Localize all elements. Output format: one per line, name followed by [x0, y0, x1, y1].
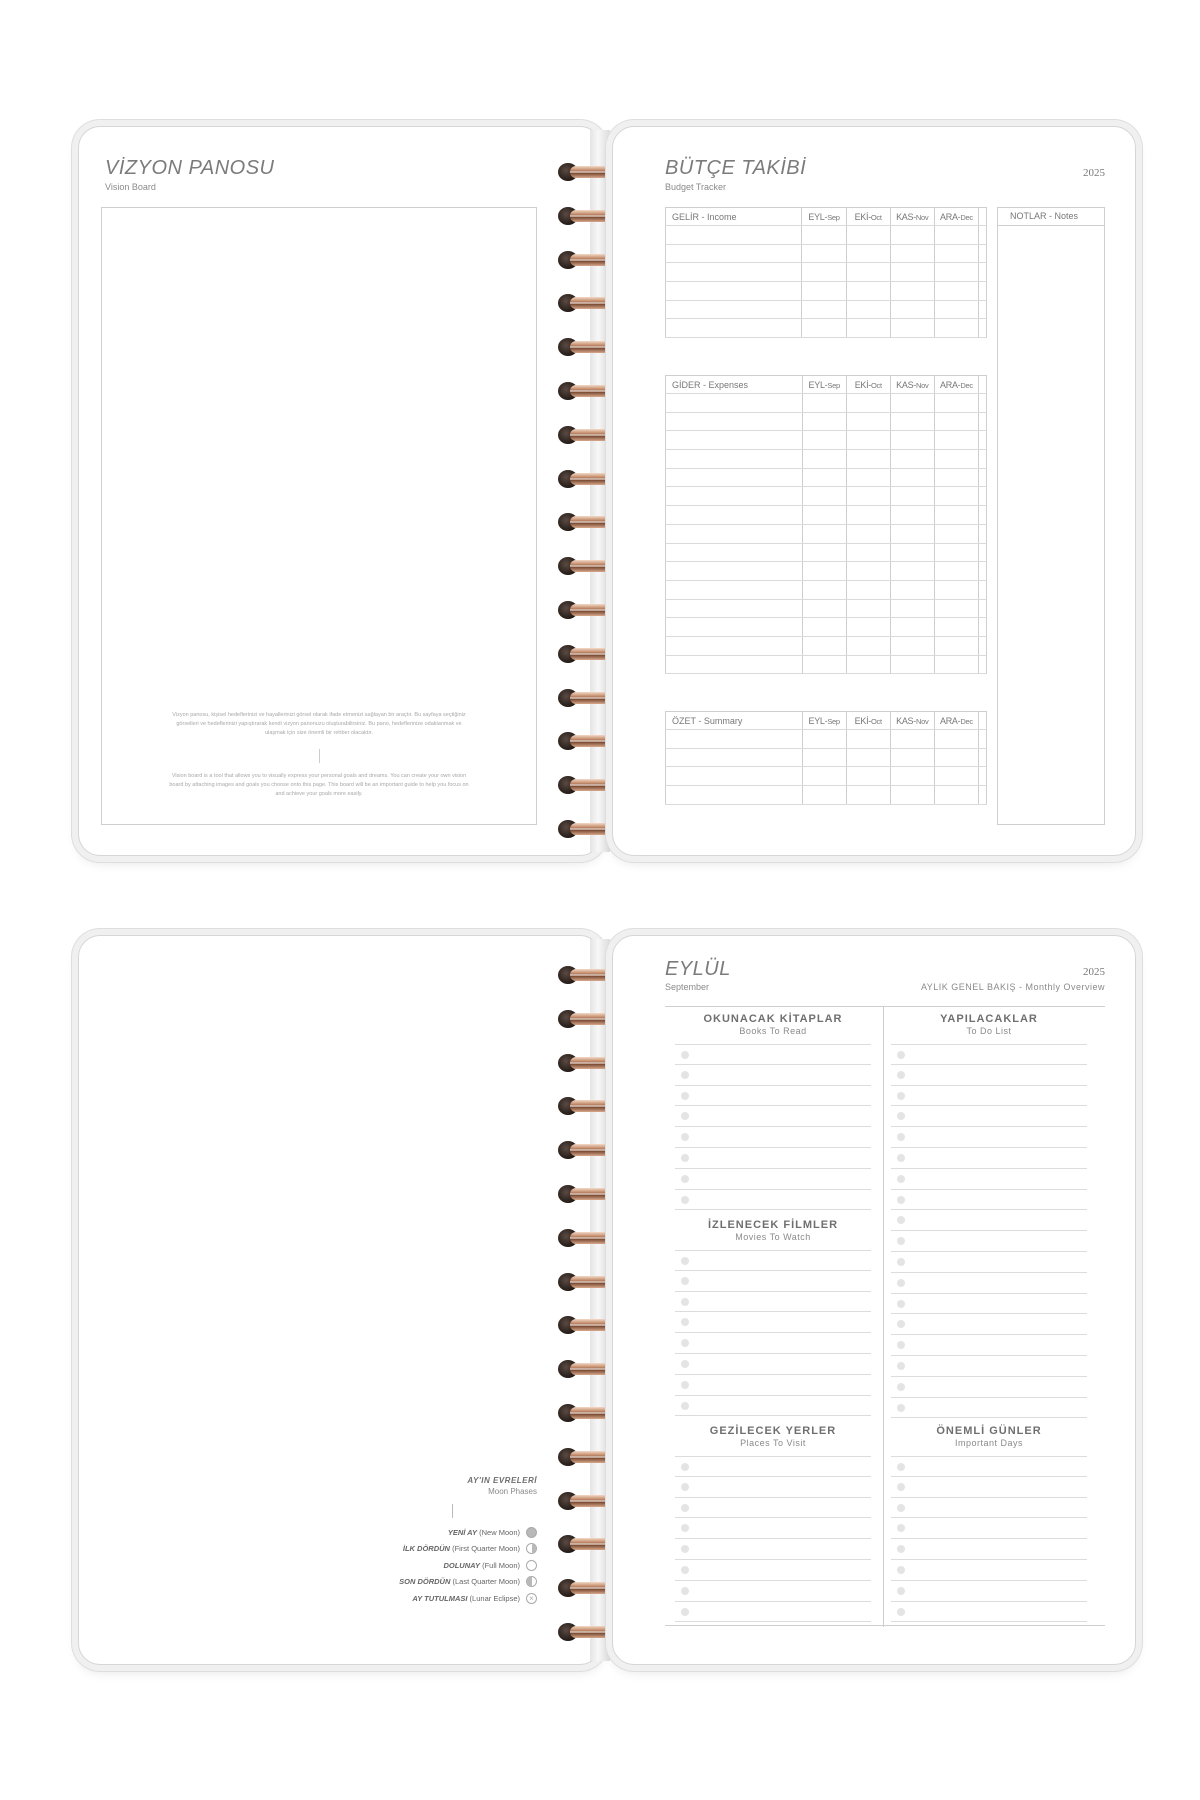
overview-grid: [665, 1006, 1105, 1626]
table-row[interactable]: [666, 562, 987, 581]
moon-header: [467, 1476, 537, 1496]
bullet-dot-icon: [897, 1524, 905, 1532]
list-item[interactable]: [891, 1335, 1087, 1356]
list-item[interactable]: [675, 1312, 871, 1333]
last-quarter-icon: [526, 1576, 537, 1587]
list-item[interactable]: [675, 1456, 871, 1477]
bullet-dot-icon: [897, 1320, 905, 1328]
bullet-dot-icon: [681, 1360, 689, 1368]
list-item[interactable]: [675, 1044, 871, 1065]
list-item[interactable]: [675, 1560, 871, 1581]
table-header-month: KAS-Nov: [890, 376, 934, 394]
list-item[interactable]: [891, 1065, 1087, 1086]
table-row[interactable]: [666, 580, 987, 599]
table-row[interactable]: [666, 524, 987, 543]
table-row[interactable]: [666, 767, 987, 786]
table-row[interactable]: [666, 618, 987, 637]
bullet-dot-icon: [681, 1483, 689, 1491]
list-item[interactable]: [675, 1602, 871, 1623]
section-important-days: [891, 1425, 1087, 1622]
list-item[interactable]: [675, 1271, 871, 1292]
moon-phases-page: [78, 935, 602, 1665]
section-to-do-list: [891, 1013, 1087, 1418]
list-item[interactable]: [891, 1539, 1087, 1560]
vision-text-en: Vision board is a tool that allows you to visually express your personal goals and dreams. You can create your own vision board by attaching images and goals you choose onto this page. This board will be an important guide to help you focus on and achieve your goals more easily.: [169, 773, 469, 797]
section-title: ÖNEMLİ GÜNLER: [936, 1425, 1042, 1437]
bullet-dot-icon: [897, 1545, 905, 1553]
moon-phase-label: YENİ AY (New Moon): [447, 1527, 520, 1537]
table-header-month: KAS-Nov: [890, 712, 934, 730]
list-item[interactable]: [675, 1581, 871, 1602]
bullet-dot-icon: [681, 1257, 689, 1265]
table-header-month: EYL-Sep: [802, 208, 846, 226]
table-header-label: GİDER - Expenses: [666, 376, 803, 394]
bullet-dot-icon: [681, 1071, 689, 1079]
list-item[interactable]: [891, 1477, 1087, 1498]
bullet-dot-icon: [681, 1587, 689, 1595]
list-item[interactable]: [891, 1356, 1087, 1377]
table-row[interactable]: [666, 636, 987, 655]
section-title: OKUNACAK KİTAPLAR: [703, 1013, 843, 1025]
first-quarter-icon: [526, 1543, 537, 1554]
bullet-dot-icon: [897, 1404, 905, 1412]
list-item[interactable]: [675, 1169, 871, 1190]
moon-phase-item: [443, 1557, 537, 1573]
bullet-dot-icon: [681, 1092, 689, 1100]
section-title: YAPILACAKLAR: [940, 1013, 1038, 1025]
vision-title: VİZYON PANOSU: [105, 157, 275, 179]
section-places-to-visit: [675, 1425, 871, 1622]
vision-board-page: [78, 126, 602, 856]
table-row[interactable]: [666, 543, 987, 562]
list-item[interactable]: [891, 1398, 1087, 1419]
monthly-overview-page: [612, 935, 1136, 1665]
moon-subtitle: Moon Phases: [488, 1487, 537, 1496]
list-item[interactable]: [675, 1539, 871, 1560]
bullet-dot-icon: [897, 1237, 905, 1245]
bullet-dot-icon: [681, 1524, 689, 1532]
list-item[interactable]: [891, 1190, 1087, 1211]
bullet-dot-icon: [897, 1092, 905, 1100]
bullet-dot-icon: [897, 1258, 905, 1266]
list-item[interactable]: [675, 1477, 871, 1498]
list-item[interactable]: [675, 1250, 871, 1271]
table-row[interactable]: [666, 226, 987, 245]
table-row[interactable]: [666, 412, 987, 431]
list-item[interactable]: [675, 1354, 871, 1375]
vision-text-tr: Vizyon panosu, kişisel hedeflerinizi ve hayallerinizi görsel olarak ifade etmenizi sağlayan bir araçtır. Bu sayfaya seçtiğiniz görselleri ve hedeflerinizi yapıştırarak kendi vizyon panonuzu oluşturabilirsiniz. Bu pano, hedeflerinize odaklanmak ve ulaşmak için size önemli bir rehber olacaktır.: [172, 712, 466, 736]
table-row[interactable]: [666, 730, 987, 749]
table-header-month: EKİ-Oct: [846, 208, 890, 226]
table-header-month: EYL-Sep: [802, 376, 846, 394]
bullet-dot-icon: [681, 1402, 689, 1410]
list-item[interactable]: [675, 1518, 871, 1539]
bullet-dot-icon: [897, 1504, 905, 1512]
section-title: İZLENECEK FİLMLER: [707, 1219, 839, 1231]
overview-year: 2025: [1083, 966, 1105, 978]
overview-divider: [883, 1007, 884, 1627]
bullet-dot-icon: [681, 1545, 689, 1553]
table-header-month: EKİ-Oct: [846, 376, 890, 394]
income-table: [665, 207, 987, 338]
bullet-dot-icon: [681, 1133, 689, 1141]
section-subtitle: To Do List: [966, 1026, 1012, 1036]
moon-phase-item: [412, 1590, 537, 1606]
list-item[interactable]: [891, 1169, 1087, 1190]
bullet-dot-icon: [897, 1196, 905, 1204]
moon-title: AY'IN EVRELERİ: [467, 1476, 537, 1485]
list-item[interactable]: [891, 1106, 1087, 1127]
bullet-dot-icon: [897, 1216, 905, 1224]
section-subtitle: Books To Read: [739, 1026, 807, 1036]
budget-tracker-page: [612, 126, 1136, 856]
table-row[interactable]: [666, 300, 987, 319]
moon-phase-label: DOLUNAY (Full Moon): [443, 1560, 520, 1570]
list-item[interactable]: [675, 1333, 871, 1354]
table-header-month: EYL-Sep: [802, 712, 846, 730]
table-header-label: ÖZET - Summary: [666, 712, 803, 730]
section-title: GEZİLECEK YERLER: [709, 1425, 837, 1437]
table-row[interactable]: [666, 394, 987, 413]
bullet-dot-icon: [681, 1112, 689, 1120]
list-item[interactable]: [891, 1231, 1087, 1252]
table-row[interactable]: [666, 282, 987, 301]
bullet-dot-icon: [897, 1483, 905, 1491]
bullet-dot-icon: [681, 1463, 689, 1471]
section-subtitle: Important Days: [954, 1438, 1024, 1448]
bullet-dot-icon: [897, 1362, 905, 1370]
table-row[interactable]: [666, 506, 987, 525]
list-item[interactable]: [675, 1190, 871, 1211]
bullet-dot-icon: [897, 1133, 905, 1141]
expenses-table: [665, 375, 987, 674]
month-title: EYLÜL: [665, 958, 731, 980]
list-item[interactable]: [891, 1314, 1087, 1335]
section-subtitle: Places To Visit: [740, 1438, 806, 1448]
moon-phase-item: [399, 1574, 537, 1590]
bullet-dot-icon: [681, 1051, 689, 1059]
table-row[interactable]: [666, 748, 987, 767]
bullet-dot-icon: [897, 1175, 905, 1183]
list-item[interactable]: [891, 1086, 1087, 1107]
list-item[interactable]: [891, 1377, 1087, 1398]
moon-phase-label: İLK DÖRDÜN (First Quarter Moon): [402, 1544, 520, 1553]
list-item[interactable]: [891, 1148, 1087, 1169]
bullet-dot-icon: [897, 1383, 905, 1391]
bullet-dot-icon: [681, 1504, 689, 1512]
list-item[interactable]: [675, 1498, 871, 1519]
bullet-dot-icon: [897, 1154, 905, 1162]
new-moon-icon: [526, 1527, 537, 1538]
list-item[interactable]: [891, 1602, 1087, 1623]
list-item[interactable]: [675, 1127, 871, 1148]
lunar-eclipse-icon: ×: [526, 1593, 537, 1604]
list-item[interactable]: [891, 1127, 1087, 1148]
list-item[interactable]: [675, 1375, 871, 1396]
month-subtitle: September: [665, 982, 710, 992]
table-row[interactable]: [666, 431, 987, 450]
table-row[interactable]: [666, 319, 987, 338]
table-header-month: KAS-Nov: [890, 208, 934, 226]
bullet-dot-icon: [681, 1566, 689, 1574]
list-item[interactable]: [675, 1148, 871, 1169]
bullet-dot-icon: [681, 1381, 689, 1389]
bullet-dot-icon: [897, 1463, 905, 1471]
list-item[interactable]: [891, 1456, 1087, 1477]
table-row[interactable]: [666, 468, 987, 487]
table-header-month: EKİ-Oct: [846, 712, 890, 730]
bullet-dot-icon: [681, 1196, 689, 1204]
section-movies-to-watch: [675, 1219, 871, 1416]
table-row[interactable]: [666, 655, 987, 674]
table-row[interactable]: [666, 599, 987, 618]
bullet-dot-icon: [897, 1566, 905, 1574]
table-row[interactable]: [666, 786, 987, 805]
bullet-dot-icon: [897, 1300, 905, 1308]
moon-divider: [452, 1504, 453, 1518]
list-item[interactable]: [675, 1065, 871, 1086]
bullet-dot-icon: [897, 1279, 905, 1287]
bullet-dot-icon: [681, 1175, 689, 1183]
spread-moon-overview: [0, 935, 1200, 1675]
bullet-dot-icon: [681, 1154, 689, 1162]
moon-phase-item: [403, 1541, 537, 1557]
bullet-dot-icon: [681, 1339, 689, 1347]
budget-subtitle: Budget Tracker: [665, 182, 727, 192]
list-item[interactable]: [891, 1252, 1087, 1273]
notes-box[interactable]: [997, 207, 1105, 825]
list-item[interactable]: [891, 1273, 1087, 1294]
list-item[interactable]: [891, 1498, 1087, 1519]
table-header-month: ARA-Dec: [934, 712, 978, 730]
bullet-dot-icon: [681, 1318, 689, 1326]
table-header-month: ARA-Dec: [934, 208, 978, 226]
bullet-dot-icon: [681, 1298, 689, 1306]
moon-phase-item: [448, 1524, 537, 1540]
budget-year: 2025: [1083, 167, 1105, 179]
bullet-dot-icon: [897, 1587, 905, 1595]
spread-vision-budget: [0, 126, 1200, 866]
list-item[interactable]: [891, 1560, 1087, 1581]
bullet-dot-icon: [897, 1051, 905, 1059]
moon-phase-label: AY TUTULMASI (Lunar Eclipse): [412, 1593, 520, 1603]
table-row[interactable]: [666, 487, 987, 506]
table-row[interactable]: [666, 263, 987, 282]
list-item[interactable]: [891, 1210, 1087, 1231]
bullet-dot-icon: [897, 1608, 905, 1616]
list-item[interactable]: [891, 1518, 1087, 1539]
bullet-dot-icon: [897, 1112, 905, 1120]
table-row[interactable]: [666, 450, 987, 469]
bullet-dot-icon: [897, 1341, 905, 1349]
summary-table: [665, 711, 987, 805]
vision-divider: [319, 749, 320, 763]
section-books-to-read: [675, 1013, 871, 1210]
list-item[interactable]: [891, 1581, 1087, 1602]
list-item[interactable]: [675, 1292, 871, 1313]
bullet-dot-icon: [681, 1608, 689, 1616]
overview-header: AYLIK GENEL BAKIŞ - Monthly Overview: [920, 982, 1105, 992]
bullet-dot-icon: [897, 1071, 905, 1079]
list-item[interactable]: [675, 1106, 871, 1127]
moon-phase-label: SON DÖRDÜN (Last Quarter Moon): [399, 1577, 520, 1586]
list-item[interactable]: [891, 1044, 1087, 1065]
table-header-label: GELİR - Income: [666, 208, 802, 226]
bullet-dot-icon: [681, 1277, 689, 1285]
notes-label: NOTLAR - Notes: [998, 208, 1104, 226]
list-item[interactable]: [891, 1294, 1087, 1315]
table-row[interactable]: [666, 244, 987, 263]
table-header-month: ARA-Dec: [934, 376, 978, 394]
section-subtitle: Movies To Watch: [735, 1232, 811, 1242]
list-item[interactable]: [675, 1086, 871, 1107]
full-moon-icon: [526, 1560, 537, 1571]
budget-title: BÜTÇE TAKİBİ: [665, 157, 807, 179]
vision-subtitle: Vision Board: [105, 182, 156, 192]
list-item[interactable]: [675, 1396, 871, 1417]
